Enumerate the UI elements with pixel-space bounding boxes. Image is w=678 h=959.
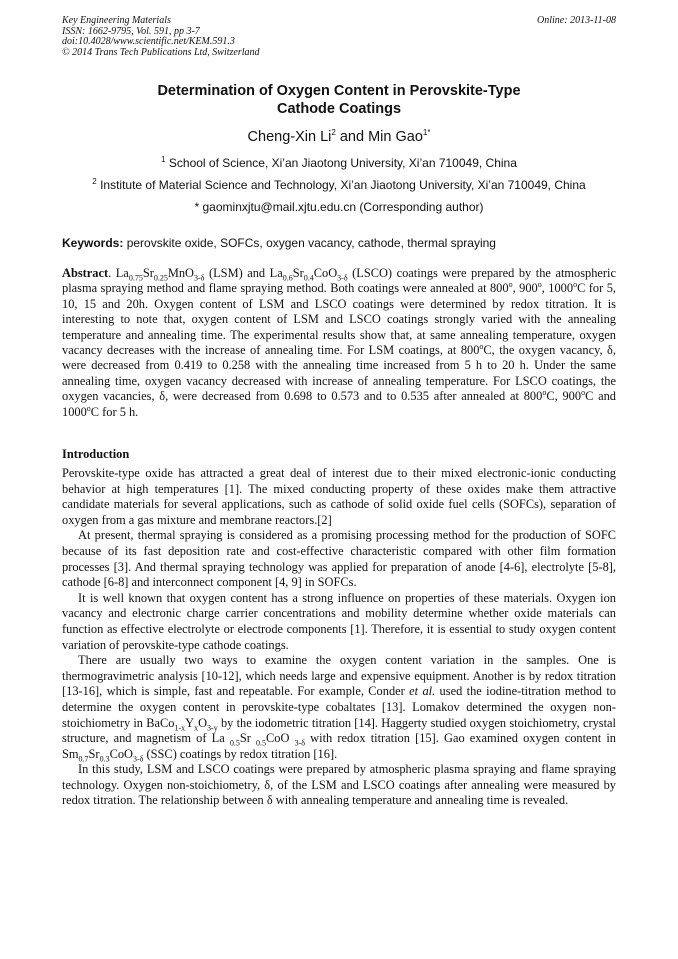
intro-text: Sr bbox=[88, 746, 100, 761]
affiliation-1 bbox=[62, 156, 616, 170]
degree-mark: o bbox=[537, 280, 542, 290]
intro-text: There are usually two ways to examine the oxygen content variation in the samples. One is thermogravimetric analysis [10-12], which needs large and expensive equipment. Another is by redox titration [13-16], which is simple, fast and repeatable. For example, Conder bbox=[62, 653, 616, 699]
intro-italic: et al. bbox=[409, 684, 436, 699]
subscript: 3-y bbox=[207, 722, 218, 732]
degree-mark: o bbox=[479, 341, 484, 351]
journal-copyright: © 2014 Trans Tech Publications Ltd, Switzerland bbox=[62, 46, 260, 58]
journal-header bbox=[62, 16, 260, 58]
keywords-text: perovskite oxide, SOFCs, oxygen vacancy, cathode, thermal spraying bbox=[123, 236, 496, 250]
affiliation-2-text: Institute of Material Science and Technology, Xi’an Jiaotong University, Xi’an 710049, China bbox=[100, 178, 586, 192]
degree-mark: o bbox=[86, 403, 91, 413]
abstract bbox=[62, 266, 616, 420]
abstract-text: Sr bbox=[292, 266, 304, 280]
subscript: 3-δ bbox=[132, 754, 144, 764]
abstract-text: Sr bbox=[142, 266, 154, 280]
subscript: 0.6 bbox=[282, 273, 293, 283]
subscript: 0.5 bbox=[229, 738, 240, 748]
subscript: 1-x bbox=[174, 722, 186, 732]
abstract-text: C, the oxygen vacancy, δ, were decreased from 0.419 to 0.258 with the annealing time increased from 5 h to 20 h. Under the same annealing time, oxygen vacancy decreased with increase of annealing temperature. For LSCO coatings, the oxygen vacancies, δ, were decreased from 0.698 to 0.573 and to 0.535 after annealed at 800 bbox=[62, 343, 616, 404]
keywords-label: Keywords: bbox=[62, 236, 124, 250]
abstract-label: Abstract bbox=[62, 266, 109, 280]
abstract-text: C for 5, 10, 15 and 20h. Oxygen content of LSM and LSCO coatings were determined by redox titration. It is interesting to note that, oxygen content of LSM and LSCO coatings strongly varied with the annealing temperature and annealing time. The experimental results show that, at same annealing temperature, oxygen vacancy decreases with the increase of annealing time. For LSM coatings, at 800 bbox=[62, 281, 616, 358]
abstract-text: , 900 bbox=[512, 281, 538, 296]
intro-paragraph-3: It is well known that oxygen content has a strong influence on properties of these materials. Oxygen ion vacancy and electronic charge carrier concentrations and mobility determine whether oxide materials can function as effective electrolyte or electrode components [1]. Therefore, it is essential to study oxygen content variation of perovskite-type cathode coatings. bbox=[62, 590, 616, 652]
author-separator: and bbox=[335, 129, 369, 145]
affiliation-1-text: School of Science, Xi’an Jiaotong University, Xi’an 710049, China bbox=[168, 156, 517, 170]
abstract-text: C for 5 h. bbox=[90, 404, 139, 419]
intro-paragraph-1: Perovskite-type oxide has attracted a great deal of interest due to their mixed electronic-ionic conducting behavior at high temperatures [1]. The mixed conducting property of these oxides make them attractive candidate materials for several applications, such as cathode of solid oxide fuel cells (SOFCs), separation of oxygen from a gas mixture and membrane reactors.[2] bbox=[62, 466, 616, 527]
subscript: 3-δ bbox=[194, 273, 205, 283]
abstract-text: (LSCO) coatings were prepared by the atmospheric plasma spraying method and flame spraying method. Both coatings were annealed at 800 bbox=[62, 266, 616, 296]
subscript: 0.75 bbox=[128, 273, 143, 283]
author-1-affil-mark: 2 bbox=[331, 128, 336, 138]
title-line-1: Determination of Oxygen Content in Perovskite-Type bbox=[157, 83, 521, 99]
intro-paragraph-5: In this study, LSM and LSCO coatings were prepared by atmospheric plasma spraying and flame spraying technology. Oxygen non-stoichiometry, δ, of the LSM and LSCO coatings after annealing were measured by redox titration. The relationship between δ with annealing temperature and annealing time is revealed. bbox=[62, 762, 616, 808]
abstract-text: CoO bbox=[313, 266, 338, 280]
affiliation-2-mark: 2 bbox=[92, 177, 97, 186]
intro-text: CoO bbox=[109, 746, 133, 761]
author-2-affil-mark: 1* bbox=[422, 128, 431, 138]
author-1: Cheng-Xin Li bbox=[247, 129, 332, 145]
intro-text: CoO bbox=[266, 731, 295, 746]
subscript: 0.25 bbox=[153, 273, 168, 283]
subscript: 0.4 bbox=[303, 273, 314, 283]
keywords bbox=[62, 236, 616, 250]
subscript: 0.5 bbox=[256, 738, 267, 748]
intro-paragraph-4 bbox=[62, 653, 616, 762]
journal-doi: doi:10.4028/www.scientific.net/KEM.591.3 bbox=[62, 36, 235, 47]
intro-text: by the iodometric titration [14]. Haggerty studied oxygen stoichiometry, crystal structure, and magnetism of La bbox=[62, 715, 616, 746]
author-2: Min Gao bbox=[368, 129, 423, 145]
affiliation-2 bbox=[62, 178, 616, 192]
degree-mark: o bbox=[508, 280, 513, 290]
introduction-heading: Introduction bbox=[62, 447, 130, 461]
abstract-text: , 1000 bbox=[541, 281, 574, 296]
intro-text: used the iodine-titration method to determine the oxygen content in perovskite-type cobaltates [13]. Lomakov determined the oxygen non-stoichiometry in BaCo bbox=[62, 684, 616, 730]
abstract-text: C, 900 bbox=[546, 389, 582, 404]
intro-text: Y bbox=[185, 715, 195, 730]
corresponding-author: * gaominxjtu@mail.xjtu.edu.cn (Corresponding author) bbox=[194, 200, 484, 214]
intro-text: Sr bbox=[239, 731, 257, 746]
intro-text: (SSC) coatings by redox titration [16]. bbox=[143, 746, 338, 761]
subscript: 3-δ bbox=[337, 273, 348, 283]
subscript: 3-δ bbox=[294, 738, 306, 748]
title-line-2: Cathode Coatings bbox=[276, 101, 402, 117]
paper-title bbox=[62, 82, 616, 118]
degree-mark: o bbox=[542, 388, 547, 398]
degree-mark: o bbox=[573, 280, 578, 290]
subscript: 0.3 bbox=[99, 754, 110, 764]
abstract-text: . La bbox=[108, 266, 129, 280]
subscript: 0.7 bbox=[78, 754, 89, 764]
journal-name: Key Engineering Materials bbox=[62, 15, 171, 26]
abstract-text: C and 1000 bbox=[62, 389, 616, 419]
subscript: x bbox=[194, 722, 199, 732]
intro-paragraph-2: At present, thermal spraying is considered as a promising processing method for the production of SOFC because of its fast deposition rate and cost-effective characteristic compared with other film formation processes [3]. And thermal spraying technology was applied for preparation of anode [4-6], electrolyte [5-8], cathode [6-8] and interconnect component [4, 9] in SOFCs. bbox=[62, 528, 616, 590]
intro-text: O bbox=[198, 715, 208, 730]
online-date: Online: 2013-11-08 bbox=[537, 15, 616, 26]
affiliation-1-mark: 1 bbox=[161, 155, 166, 164]
author-list bbox=[62, 128, 616, 146]
abstract-text: MnO bbox=[167, 266, 195, 280]
journal-issn: ISSN: 1662-9795, Vol. 591, pp 3-7 bbox=[62, 25, 200, 37]
degree-mark: o bbox=[581, 388, 586, 398]
abstract-text: (LSM) and La bbox=[204, 266, 283, 280]
introduction-body bbox=[62, 466, 616, 809]
intro-text: with redox titration [15]. Gao examined oxygen content in Sm bbox=[62, 731, 616, 761]
